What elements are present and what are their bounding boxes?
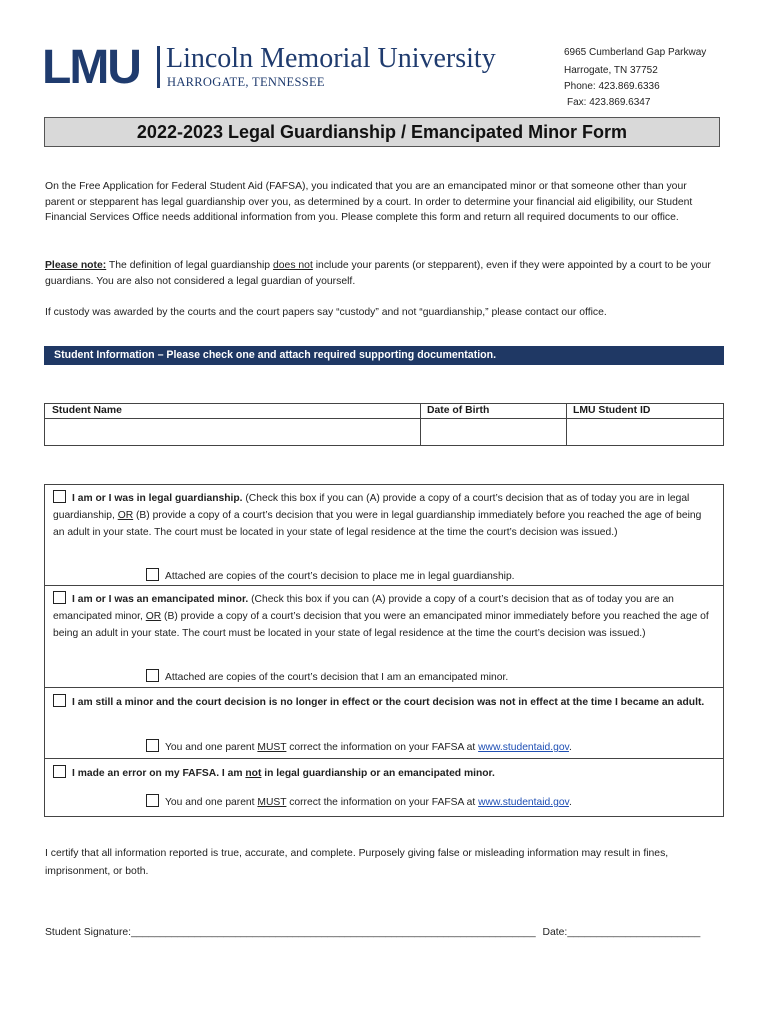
option-4-must: MUST	[257, 797, 287, 808]
column-header-student-name: Student Name	[52, 405, 122, 416]
lmu-logo-mark: LMU	[42, 41, 140, 94]
option-4-not: not	[245, 768, 262, 779]
address-line-2: Harrogate, TN 37752	[564, 65, 658, 76]
checkbox-correct-fafsa-1[interactable]	[146, 739, 159, 752]
option-2-text	[45, 586, 723, 642]
intro-paragraph: On the Free Application for Federal Student Aid (FAFSA), you indicated that you are an emancipated minor or that someone other than your parent or stepparent has legal guardianship over you, as determined by a court. In order to determine your financial aid eligibility, our Student Financial Services Office needs additional information from you. Please complete this form and return all required documents to our office.	[45, 181, 693, 223]
address-line-1: 6965 Cumberland Gap Parkway	[564, 47, 707, 58]
option-4-text	[45, 759, 723, 783]
studentaid-link-1[interactable]: www.studentaid.gov	[478, 742, 569, 753]
checkbox-fafsa-error[interactable]	[53, 765, 66, 778]
certification-statement: I certify that all information reported is true, accurate, and complete. Purposely giving false or misleading information may result in fines, imprisonment, or both.	[45, 848, 669, 877]
option-3-sub-b: correct the information on your FAFSA at	[286, 742, 479, 753]
option-3-instruction	[146, 739, 572, 753]
option-3-text	[45, 688, 723, 712]
logo-divider	[157, 46, 160, 88]
student-signature-label: Student Signature:	[45, 927, 132, 938]
option-1-bold: I am or I was in legal guardianship.	[72, 493, 243, 504]
option-2-text-a: (Check this box if you can (A) provide a copy of a court’s decision that as of today you are an emancipated minor,	[53, 594, 674, 622]
option-1-or: OR	[117, 509, 134, 521]
university-location: HARROGATE, TENNESSEE	[167, 75, 325, 89]
option-2-or: OR	[145, 610, 162, 622]
note-paragraph	[45, 258, 717, 289]
option-1-attachment	[146, 568, 515, 582]
option-still-minor	[44, 688, 724, 759]
checkbox-guardianship-attached[interactable]	[146, 568, 159, 581]
note-emphasis: does not	[272, 260, 313, 271]
option-3-sub-end: .	[568, 742, 572, 753]
note-label: Please note:	[45, 260, 107, 271]
column-header-date-of-birth: Date of Birth	[427, 405, 490, 416]
option-4-sub-a: You and one parent	[165, 797, 258, 808]
student-name-column[interactable]	[45, 404, 421, 445]
option-4-sub-end: .	[568, 797, 572, 808]
custody-paragraph: If custody was awarded by the courts and the court papers say “custody” and not “guardianship,” please contact our office.	[45, 307, 607, 318]
fax-line: Fax: 423.869.6347	[567, 97, 651, 108]
option-2-bold: I am or I was an emancipated minor.	[72, 594, 249, 605]
studentaid-link-2[interactable]: www.studentaid.gov	[478, 797, 569, 808]
phone-line: Phone: 423.869.6336	[564, 81, 660, 92]
section-heading: Student Information – Please check one and attach required supporting documentation.	[44, 346, 724, 365]
checkbox-legal-guardianship[interactable]	[53, 490, 66, 503]
form-title: 2022-2023 Legal Guardianship / Emancipated Minor Form	[44, 117, 720, 147]
option-3-bold: I am still a minor and the court decision is no longer in effect or the court decision was not in effect at the time I became an adult.	[72, 697, 705, 708]
student-signature-line[interactable]: ______________________________________________________________________	[131, 927, 536, 938]
option-fafsa-error	[44, 759, 724, 817]
student-info-table	[44, 403, 724, 446]
student-id-column[interactable]	[567, 404, 723, 445]
note-text-b: include your parents (or stepparent), even if they were appointed by a court to be your guardians. You are also not considered a legal guardian of yourself.	[45, 260, 711, 287]
option-1-text-b: (B) provide a copy of a court’s decision that you were in legal guardianship immediately before you reached the age of being an adult in your state. The court must be located in your state of legal residence at the time the court’s decision was issued.)	[53, 509, 702, 538]
checkbox-emancipated-minor[interactable]	[53, 591, 66, 604]
date-label: Date:	[542, 927, 568, 938]
signature-row	[45, 927, 725, 938]
option-3-must: MUST	[257, 742, 287, 753]
date-of-birth-column[interactable]	[421, 404, 567, 445]
option-4-bold-b: in legal guardianship or an emancipated minor.	[261, 768, 495, 779]
university-name: Lincoln Memorial University	[166, 43, 496, 74]
option-1-attachment-text: Attached are copies of the court’s decision to place me in legal guardianship.	[165, 571, 515, 582]
option-1-text	[45, 485, 723, 541]
option-2-text-b: (B) provide a copy of a court’s decision that you were an emancipated minor immediately before you reached the age of being an adult in your state. The court must be located in your state of legal residence at the time the court’s decision was issued.)	[53, 610, 709, 639]
option-2-attachment	[146, 669, 508, 683]
checkbox-correct-fafsa-2[interactable]	[146, 794, 159, 807]
option-emancipated-minor	[44, 586, 724, 688]
option-legal-guardianship	[44, 484, 724, 586]
option-1-text-a: (Check this box if you can (A) provide a copy of a court’s decision that as of today you are in legal guardianship,	[53, 493, 690, 521]
date-line[interactable]: _______________________	[567, 927, 701, 938]
option-4-sub-b: correct the information on your FAFSA at	[286, 797, 479, 808]
note-text-a: The definition of legal guardianship	[106, 260, 273, 271]
checkbox-still-minor[interactable]	[53, 694, 66, 707]
option-4-instruction	[146, 794, 572, 808]
option-4-bold-a: I made an error on my FAFSA. I am	[72, 768, 246, 779]
column-header-student-id: LMU Student ID	[573, 405, 651, 416]
option-2-attachment-text: Attached are copies of the court’s decision that I am an emancipated minor.	[165, 672, 509, 683]
option-3-sub-a: You and one parent	[165, 742, 258, 753]
checkbox-emancipation-attached[interactable]	[146, 669, 159, 682]
